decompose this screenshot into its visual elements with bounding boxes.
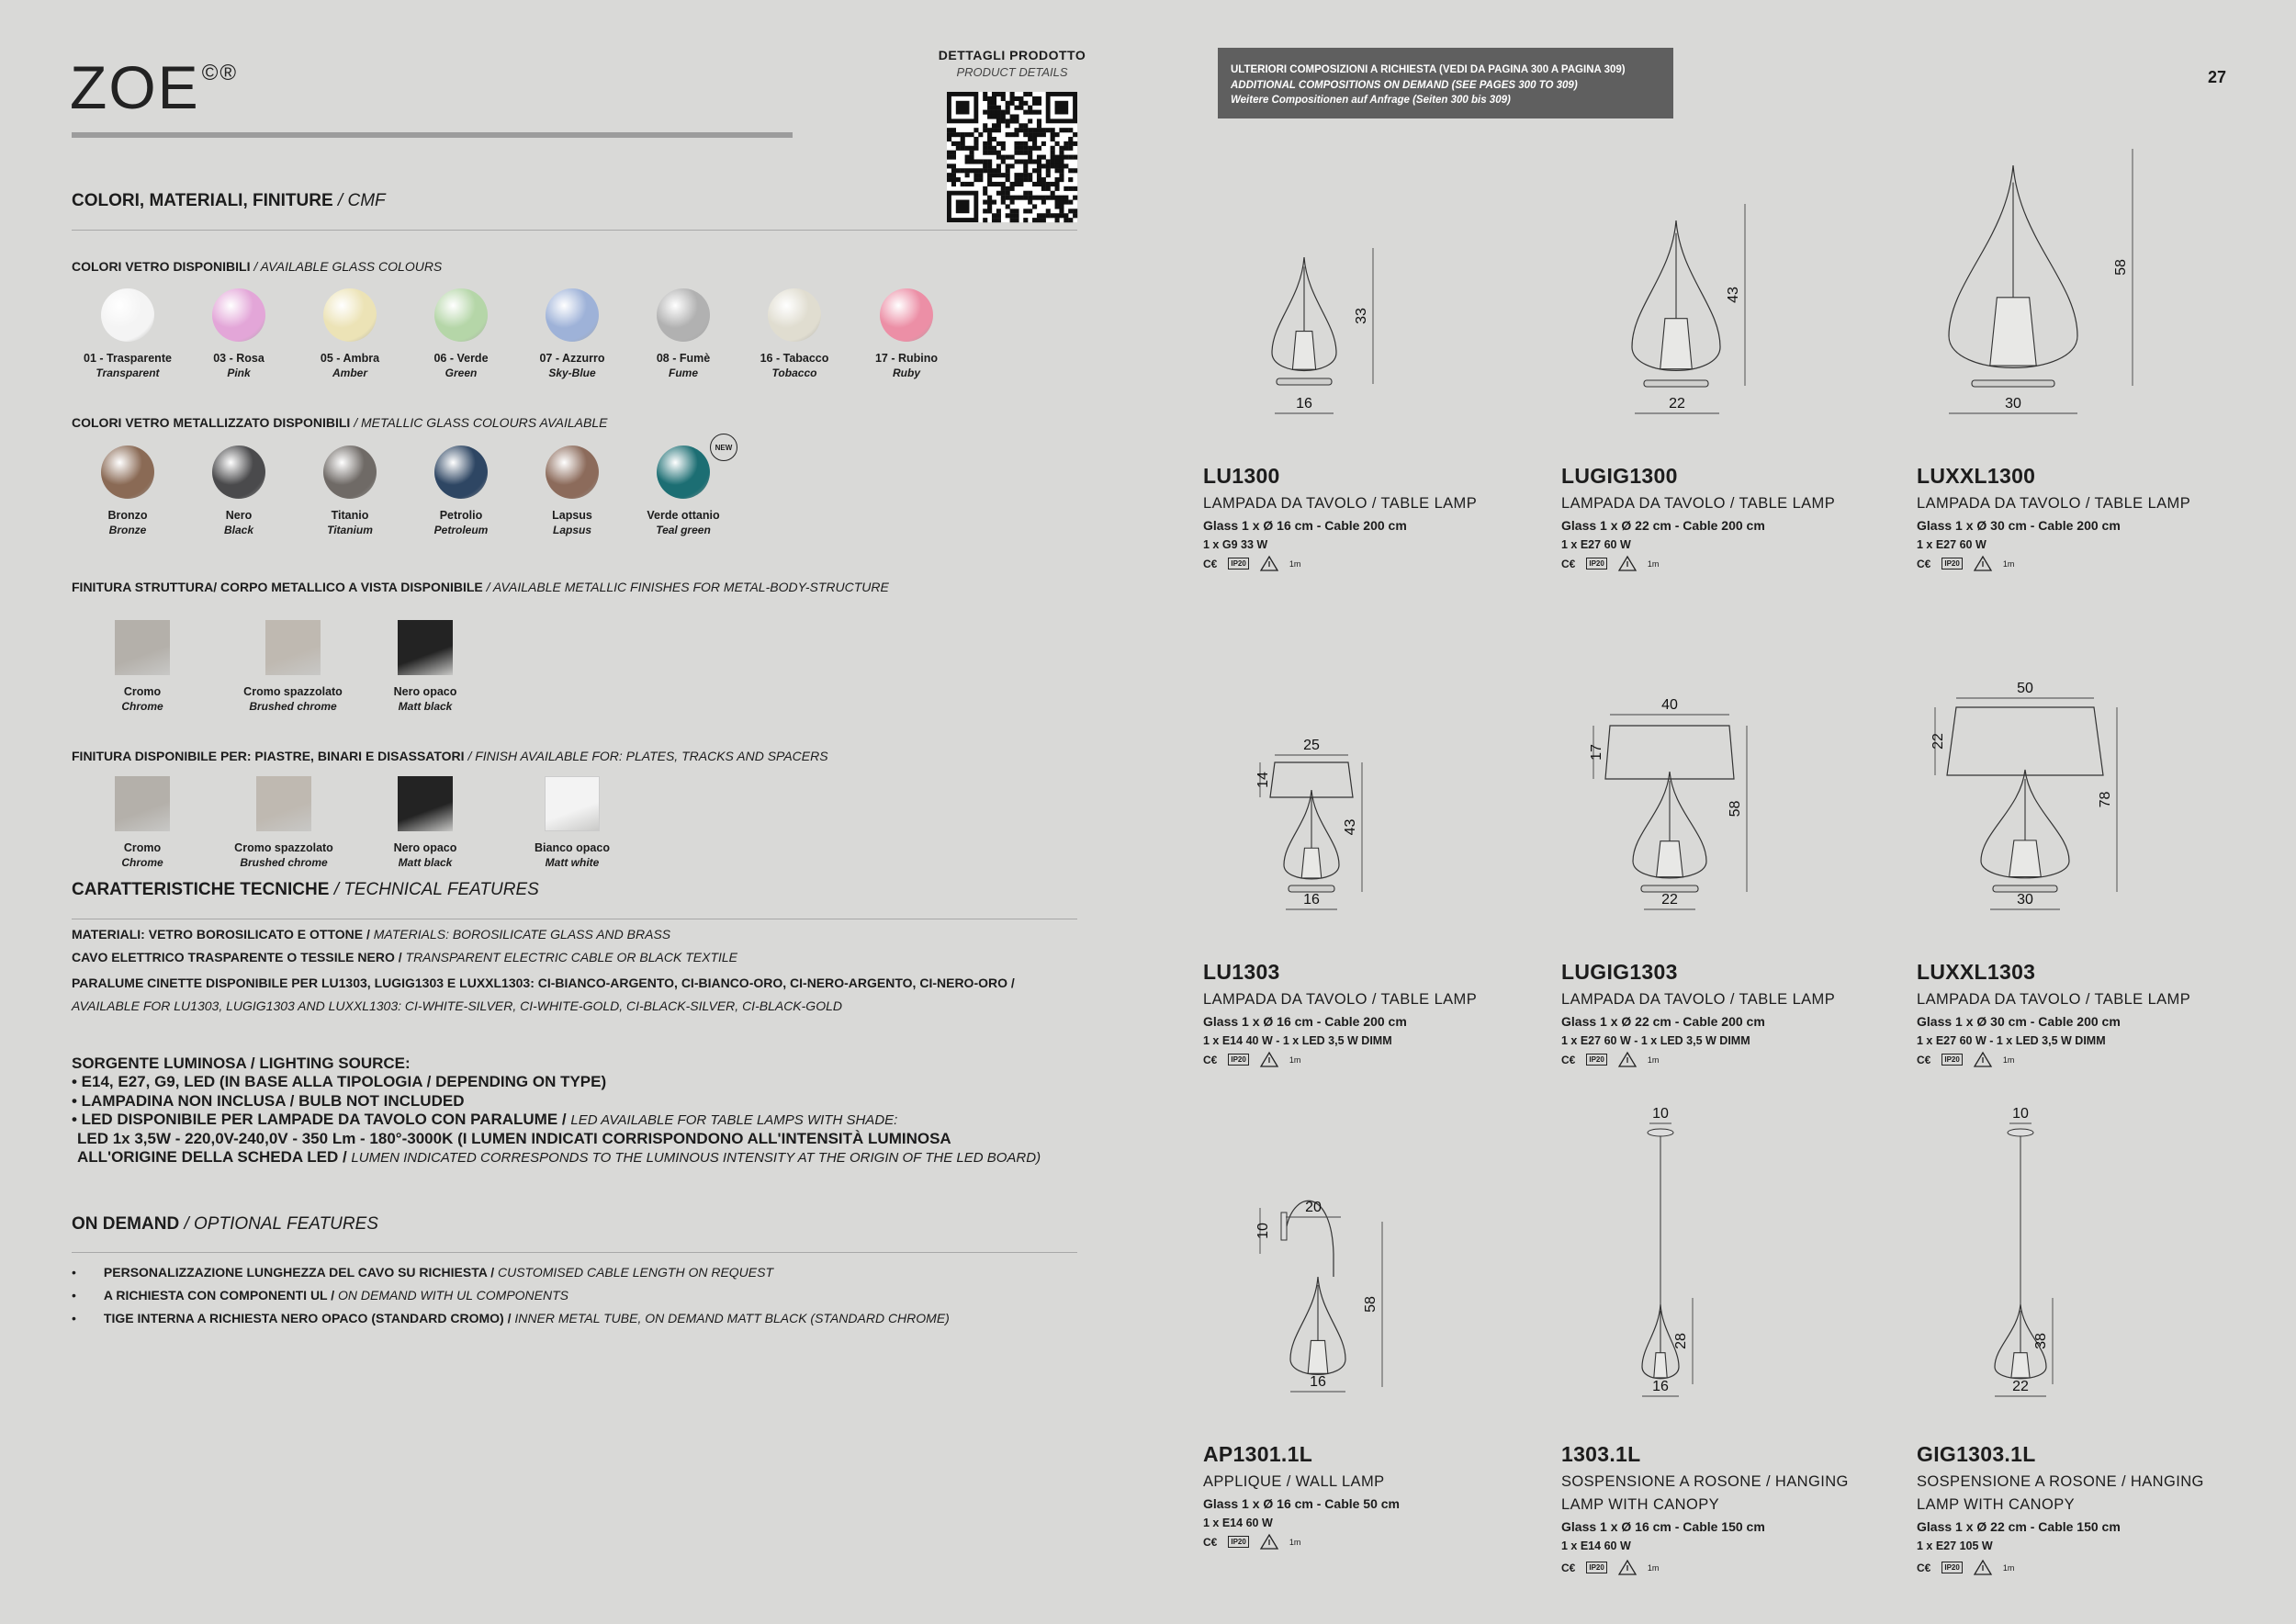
swatch-name-en: Teal green xyxy=(656,524,711,536)
swatch-name-en: Titanium xyxy=(327,524,373,536)
dimension-label: 17 xyxy=(1589,744,1604,761)
lampshade xyxy=(1605,726,1734,779)
dimension-label: 16 xyxy=(1296,396,1312,412)
compositions-notice: ULTERIORI COMPOSIZIONI A RICHIESTA (VEDI DA PAGINA 300 A PAGINA 309) ADDITIONAL COMPOSITIONS ON DEMAND (SEE PAGES 300 TO 309) Weitere Compositionen auf Anfrage (Seiten 300 bis 309) xyxy=(1218,48,1673,118)
list-item: • A RICHIESTA CON COMPONENTI UL / ON DEMAND WITH UL COMPONENTS xyxy=(72,1287,569,1303)
swatch xyxy=(73,445,183,538)
product-card xyxy=(1561,464,1892,551)
swatch-name: 05 - Ambra xyxy=(320,352,380,365)
certification-icons xyxy=(1203,1534,1300,1550)
swatch-name: Petrolio xyxy=(439,509,483,522)
swatch-name-en: Lapsus xyxy=(552,524,591,536)
diffuser xyxy=(1990,298,2036,366)
min-distance-icon: 1m xyxy=(2002,1562,2015,1573)
certification-icons xyxy=(1203,1052,1300,1067)
dimension-label: 14 xyxy=(1255,772,1271,788)
product-type: SOSPENSIONE A ROSONE / HANGING xyxy=(1917,1473,2204,1490)
swatch xyxy=(370,776,480,871)
product-card xyxy=(1561,960,1892,1047)
swatch xyxy=(628,288,738,381)
product-card xyxy=(1203,1442,1534,1529)
lamp-base xyxy=(1972,380,2054,387)
swatch xyxy=(370,620,480,715)
shade-line-en: AVAILABLE FOR LU1303, LUGIG1303 AND LUXXL1303: CI-WHITE-SILVER, CI-WHITE-GOLD, CI-BLACK-SILVER, CI-BLACK-GOLD xyxy=(72,998,842,1013)
shade-line: PARALUME CINETTE DISPONIBILE PER LU1303, LUGIG1303 E LUXXL1303: CI-BIANCO-ARGENTO, CI-BIANCO-ORO, CI-NERO-ARGENTO, CI-NERO-ORO / xyxy=(72,976,1015,990)
glass-colour-sphere xyxy=(546,288,599,342)
certification-icons xyxy=(1917,1052,2014,1067)
swatch-name-en: Bronze xyxy=(108,524,147,536)
dimension-label: 16 xyxy=(1310,1374,1326,1390)
glass-colour-sphere xyxy=(434,445,488,499)
glass-colour-sphere xyxy=(657,288,710,342)
ce-mark-icon: C€ xyxy=(1203,1053,1218,1066)
swatch-name-en: Brushed chrome xyxy=(240,856,328,869)
swatch xyxy=(295,288,405,381)
product-code: AP1301.1L xyxy=(1203,1442,1313,1466)
ip20-icon: IP20 xyxy=(1586,1562,1606,1573)
swatch xyxy=(184,288,294,381)
product-dimensions: Glass 1 x Ø 30 cm - Cable 200 cm xyxy=(1917,517,2121,533)
swatch-name: 03 - Rosa xyxy=(213,352,264,365)
dimension-label: 10 xyxy=(1652,1106,1669,1122)
product-dimensions: Glass 1 x Ø 16 cm - Cable 150 cm xyxy=(1561,1518,1765,1534)
dimension-label: 10 xyxy=(2012,1106,2029,1122)
swatch-name-en: Fume xyxy=(668,367,698,379)
divider xyxy=(72,230,1077,231)
ip20-icon: IP20 xyxy=(1228,558,1248,570)
swatch-name: Nero xyxy=(225,509,253,522)
min-distance-icon: 1m xyxy=(1647,558,1660,569)
diffuser xyxy=(1301,848,1322,878)
diffuser xyxy=(1308,1340,1328,1373)
lamp-base xyxy=(1644,380,1708,387)
min-distance-icon: 1m xyxy=(2002,1054,2015,1065)
warning-icon xyxy=(1618,1560,1637,1575)
min-distance-icon: 1m xyxy=(1647,1054,1660,1065)
swatch xyxy=(851,288,962,381)
lamp-base xyxy=(1277,378,1332,385)
glass-colour-sphere xyxy=(768,288,821,342)
swatch-name-en: Green xyxy=(445,367,478,379)
finish-sample xyxy=(265,620,321,675)
diffuser xyxy=(1292,332,1315,370)
product-code: LUGIG1303 xyxy=(1561,960,1678,984)
swatch-name-en: Amber xyxy=(332,367,367,379)
product-bulb: 1 x E27 60 W xyxy=(1561,537,1631,551)
swatch-name-en: Brushed chrome xyxy=(249,700,337,713)
product-drawing xyxy=(1552,634,1883,928)
swatch-name: 16 - Tabacco xyxy=(760,352,829,365)
warning-icon xyxy=(1618,1052,1637,1067)
ip20-icon: IP20 xyxy=(1941,1054,1962,1066)
product-card xyxy=(1917,1442,2247,1552)
swatch-name-en: Matt white xyxy=(545,856,600,869)
warning-icon xyxy=(1618,556,1637,571)
swatch xyxy=(184,445,294,538)
warning-icon xyxy=(1260,556,1278,571)
dimension-label: 16 xyxy=(1303,892,1320,908)
ip20-icon: IP20 xyxy=(1586,558,1606,570)
dimension-label: 58 xyxy=(1728,800,1743,818)
title-underline xyxy=(72,132,793,138)
lamp-base xyxy=(1993,885,2057,892)
swatch xyxy=(295,445,405,538)
materials-line: MATERIALI: VETRO BOROSILICATO E OTTONE / MATERIALS: BOROSILICATE GLASS AND BRASS xyxy=(72,927,671,942)
product-code: LU1300 xyxy=(1203,464,1280,488)
product-details-label: DETTAGLI PRODOTTO PRODUCT DETAILS xyxy=(938,48,1086,79)
finish-sample xyxy=(398,620,453,675)
swatch-name: Cromo spazzolato xyxy=(243,685,343,698)
finish-sample xyxy=(545,776,600,831)
product-type: SOSPENSIONE A ROSONE / HANGING xyxy=(1561,1473,1849,1490)
warning-icon xyxy=(1260,1052,1278,1067)
swatch-name: Bianco opaco xyxy=(535,841,610,854)
diffuser xyxy=(1660,319,1693,369)
swatch xyxy=(87,620,197,715)
product-type: LAMPADA DA TAVOLO / TABLE LAMP xyxy=(1561,991,1836,1008)
brand-title: ZOE©® xyxy=(70,53,239,121)
swatch-name: Lapsus xyxy=(552,509,592,522)
product-bulb: 1 x G9 33 W xyxy=(1203,537,1268,551)
swatch-name: 08 - Fumè xyxy=(656,352,711,365)
product-code: LUXXL1300 xyxy=(1917,464,2036,488)
dimension-label: 22 xyxy=(2012,1379,2029,1394)
product-bulb: 1 x E27 105 W xyxy=(1917,1539,1993,1552)
glass-colour-sphere xyxy=(546,445,599,499)
min-distance-icon: 1m xyxy=(1289,1537,1301,1547)
product-type: LAMPADA DA TAVOLO / TABLE LAMP xyxy=(1203,495,1478,512)
dimension-label: 25 xyxy=(1303,738,1320,753)
certification-icons xyxy=(1203,556,1300,571)
ce-mark-icon: C€ xyxy=(1203,557,1218,570)
glass-colour-sphere xyxy=(657,445,710,499)
certification-icons xyxy=(1917,556,2014,571)
product-drawing xyxy=(1908,138,2238,432)
wall-plate xyxy=(1281,1212,1287,1240)
product-type: LAMPADA DA TAVOLO / TABLE LAMP xyxy=(1917,991,2191,1008)
warning-icon xyxy=(1260,1534,1278,1550)
product-code: GIG1303.1L xyxy=(1917,1442,2036,1466)
certification-icons xyxy=(1917,1560,2014,1575)
dimension-label: 50 xyxy=(2017,681,2033,696)
dimension-label: 30 xyxy=(2017,892,2033,908)
dimension-label: 16 xyxy=(1652,1379,1669,1394)
product-type: APPLIQUE / WALL LAMP xyxy=(1203,1473,1385,1490)
finish-sample xyxy=(115,776,170,831)
on-demand-heading: ON DEMAND / OPTIONAL FEATURES xyxy=(72,1214,378,1234)
glass-colour-sphere xyxy=(434,288,488,342)
ip20-icon: IP20 xyxy=(1586,1054,1606,1066)
lampshade xyxy=(1947,707,2103,775)
page-number: 27 xyxy=(2208,68,2227,86)
product-drawing xyxy=(1194,138,1525,432)
swatch-name-en: Transparent xyxy=(96,367,160,379)
dimension-label: 58 xyxy=(2113,259,2129,276)
ce-mark-icon: C€ xyxy=(1917,557,1931,570)
cable-line: CAVO ELETTRICO TRASPARENTE O TESSILE NERO / TRANSPARENT ELECTRIC CABLE OR BLACK TEXTILE xyxy=(72,949,738,964)
product-card xyxy=(1203,464,1534,551)
product-card xyxy=(1203,960,1534,1047)
technical-heading: CARATTERISTICHE TECNICHE / TECHNICAL FEATURES xyxy=(72,880,539,899)
glass-colour-sphere xyxy=(323,445,377,499)
dimension-label: 28 xyxy=(1673,1333,1689,1349)
ce-mark-icon: C€ xyxy=(1561,1561,1576,1574)
swatch-name-en: Black xyxy=(223,524,254,536)
ip20-icon: IP20 xyxy=(1228,1536,1248,1548)
dimension-label: 22 xyxy=(1930,733,1946,750)
product-dimensions: Glass 1 x Ø 30 cm - Cable 200 cm xyxy=(1917,1013,2121,1029)
warning-icon xyxy=(1974,1052,1992,1067)
ceiling-canopy xyxy=(2008,1129,2033,1136)
product-bulb: 1 x E27 60 W - 1 x LED 3,5 W DIMM xyxy=(1917,1033,2106,1047)
product-card xyxy=(1561,1442,1892,1552)
swatch xyxy=(517,288,627,381)
lamp-base xyxy=(1641,885,1698,892)
product-drawing xyxy=(1552,1106,1883,1410)
swatch-name: 07 - Azzurro xyxy=(539,352,605,365)
on-demand-list xyxy=(72,1261,1082,1330)
product-code: LU1303 xyxy=(1203,960,1280,984)
product-drawing xyxy=(1908,634,2238,928)
swatch xyxy=(517,776,627,871)
product-card xyxy=(1917,960,2247,1047)
swatch-name: Nero opaco xyxy=(393,685,457,698)
ip20-icon: IP20 xyxy=(1941,558,1962,570)
ceiling-canopy xyxy=(1648,1129,1673,1136)
warning-icon xyxy=(1974,1560,1992,1575)
swatch xyxy=(73,288,183,381)
swatch xyxy=(739,288,850,381)
product-dimensions: Glass 1 x Ø 16 cm - Cable 200 cm xyxy=(1203,1013,1407,1029)
product-code: 1303.1L xyxy=(1561,1442,1641,1466)
glass-colour-sphere xyxy=(101,288,154,342)
list-item: • TIGE INTERNA A RICHIESTA NERO OPACO (STANDARD CROMO) / INNER METAL TUBE, ON DEMAND MATT BLACK (STANDARD CHROME) xyxy=(72,1310,950,1325)
product-type: LAMPADA DA TAVOLO / TABLE LAMP xyxy=(1561,495,1836,512)
technical-specs xyxy=(72,923,1100,1017)
dimension-label: 38 xyxy=(2033,1333,2049,1349)
qr-code[interactable] xyxy=(947,92,1077,222)
swatch-name-en: Chrome xyxy=(121,856,163,869)
dimension-label: 43 xyxy=(1726,287,1741,303)
swatch-name: Nero opaco xyxy=(393,841,457,854)
ce-mark-icon: C€ xyxy=(1561,557,1576,570)
glass-colour-sphere xyxy=(101,445,154,499)
min-distance-icon: 1m xyxy=(2002,558,2015,569)
product-type-line2: LAMP WITH CANOPY xyxy=(1561,1495,1720,1513)
swatch-name-en: Chrome xyxy=(121,700,163,713)
swatch-name: Cromo xyxy=(123,685,162,698)
product-card xyxy=(1917,464,2247,551)
diffuser xyxy=(1654,1353,1667,1378)
warning-icon xyxy=(1974,556,1992,571)
dimension-label: 20 xyxy=(1305,1200,1322,1215)
finish-sample xyxy=(115,620,170,675)
swatch xyxy=(87,776,197,871)
min-distance-icon: 1m xyxy=(1289,558,1301,569)
swatch-name-en: Tobacco xyxy=(771,367,817,379)
list-item: • PERSONALIZZAZIONE LUNGHEZZA DEL CAVO SU RICHIESTA / CUSTOMISED CABLE LENGTH ON REQUEST xyxy=(72,1265,774,1280)
product-dimensions: Glass 1 x Ø 22 cm - Cable 200 cm xyxy=(1561,1013,1765,1029)
swatch-name-en: Petroleum xyxy=(433,524,489,536)
product-bulb: 1 x E27 60 W - 1 x LED 3,5 W DIMM xyxy=(1561,1033,1750,1047)
product-code: LUGIG1300 xyxy=(1561,464,1678,488)
product-type-line2: LAMP WITH CANOPY xyxy=(1917,1495,2076,1513)
diffuser xyxy=(2011,1353,2030,1378)
dimension-label: 78 xyxy=(2098,791,2113,808)
plates-finish-heading: FINITURA DISPONIBILE PER: PIASTRE, BINARI E DISASSATORI / FINISH AVAILABLE FOR: PLATES, TRACKS AND SPACERS xyxy=(72,749,828,763)
product-code: LUXXL1303 xyxy=(1917,960,2036,984)
finish-sample xyxy=(256,776,311,831)
product-type: LAMPADA DA TAVOLO / TABLE LAMP xyxy=(1917,495,2191,512)
swatch-name: Cromo xyxy=(123,841,162,854)
product-bulb: 1 x E27 60 W xyxy=(1917,537,1986,551)
product-dimensions: Glass 1 x Ø 16 cm - Cable 50 cm xyxy=(1203,1495,1401,1511)
swatch-name-en: Pink xyxy=(227,367,251,379)
certification-icons xyxy=(1561,1052,1659,1067)
dimension-label: 22 xyxy=(1661,892,1678,908)
glass-colours-heading: COLORI VETRO DISPONIBILI / AVAILABLE GLASS COLOURS xyxy=(72,259,443,274)
product-bulb: 1 x E14 60 W xyxy=(1561,1539,1631,1552)
swatch-name: 17 - Rubino xyxy=(874,352,939,365)
swatch xyxy=(406,445,516,538)
product-drawing xyxy=(1194,634,1525,928)
product-bulb: 1 x E14 40 W - 1 x LED 3,5 W DIMM xyxy=(1203,1033,1392,1047)
glass-colour-sphere xyxy=(212,288,265,342)
product-drawing xyxy=(1552,138,1883,432)
dimension-label: 10 xyxy=(1255,1223,1271,1239)
divider xyxy=(72,1252,1077,1253)
product-type: LAMPADA DA TAVOLO / TABLE LAMP xyxy=(1203,991,1478,1008)
ce-mark-icon: C€ xyxy=(1561,1053,1576,1066)
new-badge: NEW xyxy=(710,434,737,461)
swatch-name: Verde ottanio xyxy=(647,509,720,522)
product-bulb: 1 x E14 60 W xyxy=(1203,1516,1273,1529)
structure-finish-heading: FINITURA STRUTTURA/ CORPO METALLICO A VISTA DISPONIBILE / AVAILABLE METALLIC FINISHES FOR METAL-BODY-STRUCTURE xyxy=(72,580,889,594)
swatch-name: 06 - Verde xyxy=(433,352,489,365)
product-drawing xyxy=(1908,1106,2238,1410)
metallic-colours-heading: COLORI VETRO METALLIZZATO DISPONIBILI / METALLIC GLASS COLOURS AVAILABLE xyxy=(72,415,608,430)
finish-sample xyxy=(398,776,453,831)
diffuser xyxy=(2009,840,2042,877)
ce-mark-icon: C€ xyxy=(1203,1535,1218,1549)
swatch-name-en: Ruby xyxy=(893,367,920,379)
dimension-label: 58 xyxy=(1363,1296,1379,1313)
glass-colour-sphere xyxy=(212,445,265,499)
product-dimensions: Glass 1 x Ø 22 cm - Cable 150 cm xyxy=(1917,1518,2121,1534)
lamp-base xyxy=(1289,885,1334,892)
dimension-label: 43 xyxy=(1343,818,1358,836)
swatch xyxy=(517,445,627,538)
dimension-label: 33 xyxy=(1354,308,1369,324)
ip20-icon: IP20 xyxy=(1228,1054,1248,1066)
swatch xyxy=(406,288,516,381)
dimension-label: 30 xyxy=(2005,396,2021,412)
certification-icons xyxy=(1561,556,1659,571)
min-distance-icon: 1m xyxy=(1289,1054,1301,1065)
ce-mark-icon: C€ xyxy=(1917,1053,1931,1066)
diffuser xyxy=(1657,841,1683,877)
swatch xyxy=(229,776,339,871)
glass-colour-sphere xyxy=(323,288,377,342)
ip20-icon: IP20 xyxy=(1941,1562,1962,1573)
swatch-name-en: Matt black xyxy=(398,856,453,869)
swatch-name-en: Matt black xyxy=(398,700,453,713)
swatch xyxy=(238,620,348,715)
lighting-source: SORGENTE LUMINOSA / LIGHTING SOURCE: • E14, E27, G9, LED (IN BASE ALLA TIPOLOGIA / DEPENDING ON TYPE) • LAMPADINA NON INCLUSA / BULB NOT INCLUDED • LED DISPONIBILE PER LAMPADE DA TAVOLO CON PARALUME / LED AVAILABLE FOR TABLE LAMPS WITH SHADE: LED 1x 3,5W - 220,0V-240,0V - 350 Lm - 180°-3000K (I LUMEN INDICATI CORRISPONDONO ALL'INTENSITÀ LUMINOSA ALL'ORIGINE DELLA SCHEDA LED / LUMEN INDICATED CORRESPONDS TO THE LUMINOUS INTENSITY AT THE ORIGIN OF THE LED BOARD) xyxy=(72,1054,1041,1166)
swatch-name: Bronzo xyxy=(107,509,148,522)
swatch-name: 01 - Trasparente xyxy=(84,352,172,365)
swatch-name: Titanio xyxy=(331,509,369,522)
product-dimensions: Glass 1 x Ø 16 cm - Cable 200 cm xyxy=(1203,517,1407,533)
min-distance-icon: 1m xyxy=(1647,1562,1660,1573)
swatch-name-en: Sky-Blue xyxy=(548,367,596,379)
dimension-label: 40 xyxy=(1661,697,1678,713)
certification-icons xyxy=(1561,1560,1659,1575)
cmf-heading: COLORI, MATERIALI, FINITURE / CMF xyxy=(72,191,386,210)
dimension-label: 22 xyxy=(1669,396,1685,412)
product-drawing xyxy=(1194,1116,1525,1410)
product-dimensions: Glass 1 x Ø 22 cm - Cable 200 cm xyxy=(1561,517,1765,533)
glass-colour-sphere xyxy=(880,288,933,342)
swatch-name: Cromo spazzolato xyxy=(234,841,333,854)
ce-mark-icon: C€ xyxy=(1917,1561,1931,1574)
